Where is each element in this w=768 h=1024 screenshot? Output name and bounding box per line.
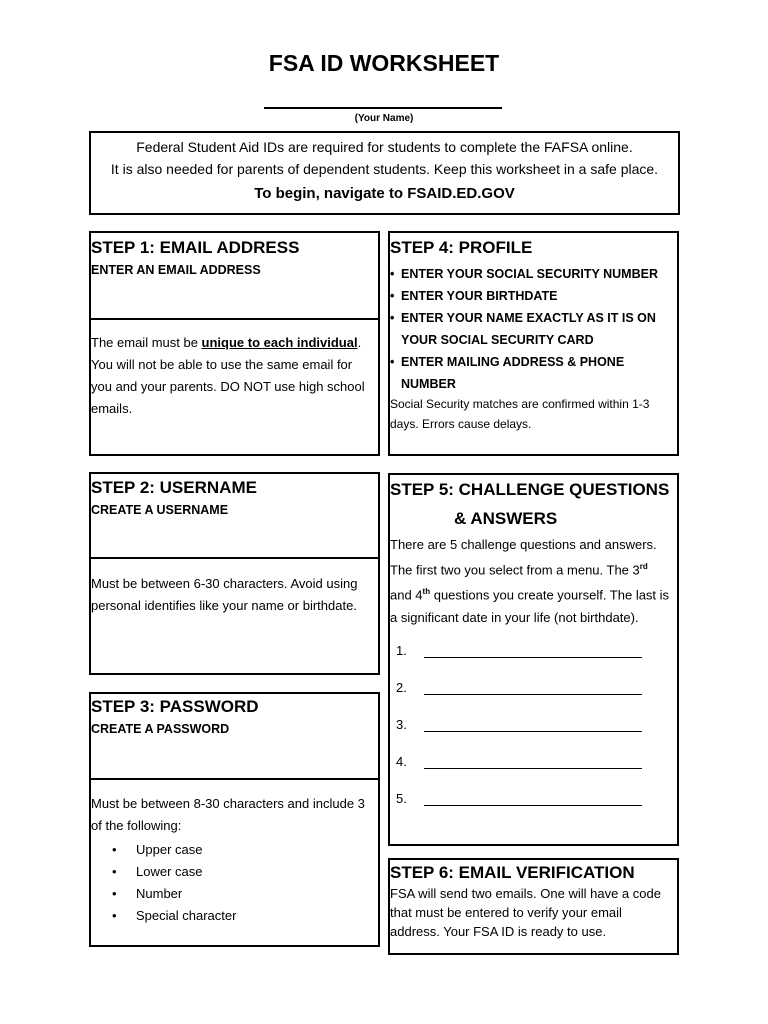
list-item xyxy=(390,717,677,754)
list-item: • Special character xyxy=(91,905,376,927)
step4-title: STEP 4: PROFILE xyxy=(390,238,533,257)
challenge-question-list xyxy=(390,643,677,828)
step3-box xyxy=(89,692,380,947)
step5-title-line1: STEP 5: CHALLENGE QUESTIONS xyxy=(390,480,670,499)
question-number: 3. xyxy=(396,716,407,732)
step4-note: Social Security matches are confirmed within 1-3 days. Errors cause delays. xyxy=(390,397,650,431)
list-item: • Lower case xyxy=(91,861,376,883)
list-item xyxy=(390,643,677,680)
step1-text xyxy=(91,332,376,420)
answer-line[interactable] xyxy=(424,791,642,806)
step2-box xyxy=(89,472,380,675)
list-item xyxy=(390,791,677,828)
step4-box xyxy=(388,231,679,456)
password-requirements-list xyxy=(91,839,376,927)
name-line xyxy=(264,107,502,109)
question-number: 4. xyxy=(396,753,407,769)
list-item xyxy=(390,754,677,791)
step2-title: STEP 2: USERNAME xyxy=(91,478,257,497)
list-item: • ENTER MAILING ADDRESS & PHONE NUMBER xyxy=(390,351,677,395)
question-number: 5. xyxy=(396,790,407,806)
answer-line[interactable] xyxy=(424,643,642,658)
step5-sup-th: th xyxy=(422,587,431,597)
step1-text-emphasis: unique to each individual xyxy=(201,335,358,350)
step1-text-before: The email must be xyxy=(91,335,202,350)
list-item: • ENTER YOUR NAME EXACTLY AS IT IS ON YOUR SOCIAL SECURITY CARD xyxy=(390,307,677,351)
list-item: • ENTER YOUR SOCIAL SECURITY NUMBER xyxy=(390,263,677,285)
page-title: FSA ID WORKSHEET xyxy=(268,50,500,76)
list-item: • Upper case xyxy=(91,839,376,861)
step1-text-after: . You will not be able to use the same email for you and your parents. DO NOT use high school emails. xyxy=(91,335,365,416)
step5-title-line2: & ANSWERS xyxy=(454,509,558,528)
step5-text xyxy=(390,534,677,629)
step1-subtitle: ENTER AN EMAIL ADDRESS xyxy=(91,263,261,277)
step5-sup-rd: rd xyxy=(639,562,648,571)
step6-text: FSA will send two emails. One will have a code that must be entered to verify your email address. Your FSA ID is ready to use. xyxy=(390,886,661,939)
step3-divider xyxy=(91,778,378,780)
answer-line[interactable] xyxy=(424,717,642,732)
intro-line-2: It is also needed for parents of dependent students. Keep this worksheet in a safe place. xyxy=(110,161,659,177)
step5-box xyxy=(388,473,679,846)
step2-divider xyxy=(91,557,378,559)
question-number: 1. xyxy=(396,642,407,658)
step1-divider xyxy=(91,318,378,320)
list-item xyxy=(390,680,677,717)
answer-line[interactable] xyxy=(424,754,642,769)
step2-text: Must be between 6-30 characters. Avoid using personal identifies like your name or birthdate. xyxy=(91,576,358,613)
intro-line-1: Federal Student Aid IDs are required for students to complete the FAFSA online. xyxy=(136,139,633,155)
profile-list xyxy=(390,263,677,395)
step1-box xyxy=(89,231,380,456)
step6-box xyxy=(388,858,679,955)
step3-text: Must be between 8-30 characters and include 3 of the following: xyxy=(91,796,365,833)
step6-title: STEP 6: EMAIL VERIFICATION xyxy=(390,863,635,882)
list-item: • Number xyxy=(91,883,376,905)
step1-title: STEP 1: EMAIL ADDRESS xyxy=(91,238,300,257)
step3-subtitle: CREATE A PASSWORD xyxy=(91,722,230,736)
list-item: • ENTER YOUR BIRTHDATE xyxy=(390,285,677,307)
step2-subtitle: CREATE A USERNAME xyxy=(91,503,229,517)
name-label: (Your Name) xyxy=(354,113,414,124)
answer-line[interactable] xyxy=(424,680,642,695)
step3-title: STEP 3: PASSWORD xyxy=(91,697,259,716)
intro-box xyxy=(89,131,680,215)
question-number: 2. xyxy=(396,679,407,695)
step5-text-c: questions you create yourself. The last is a significant date in your life (not birthdate). xyxy=(390,587,670,625)
intro-line-3: To begin, navigate to FSAID.ED.GOV xyxy=(254,185,515,202)
step5-text-a: There are 5 challenge questions and answers. The first two you select from a menu. The 3 xyxy=(390,537,657,578)
step5-text-b: and 4 xyxy=(390,587,423,603)
